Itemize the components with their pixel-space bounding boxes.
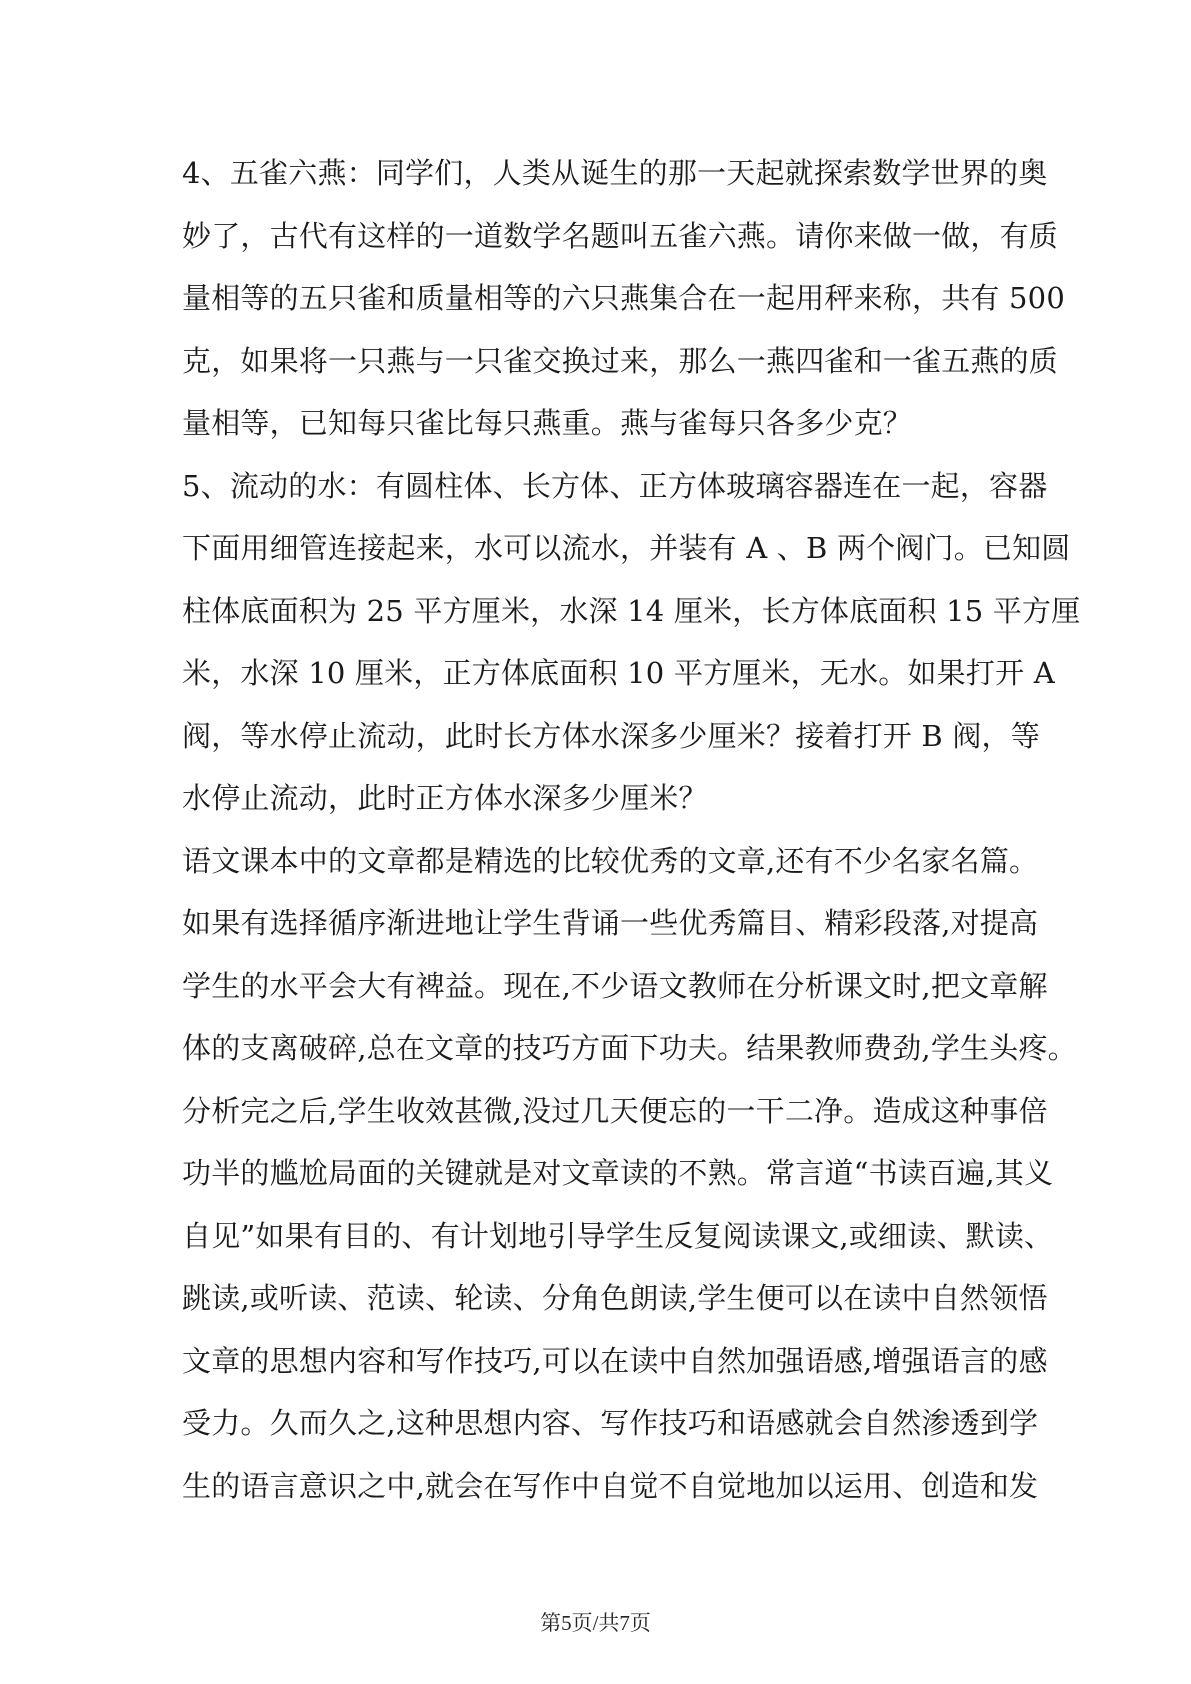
text-line: 5、流动的水：有圆柱体、长方体、正方体玻璃容器连在一起，容器 bbox=[182, 468, 1048, 503]
text-line: 阀，等水停止流动，此时长方体水深多少厘米？接着打开 B 阀，等 bbox=[182, 718, 1040, 753]
text-line: 下面用细管连接起来，水可以流水，并装有 A 、B 两个阀门。已知圆 bbox=[182, 531, 1071, 565]
text-line: 柱体底面积为 25 平方厘米，水深 14 厘米，长方体底面积 15 平方厘 bbox=[182, 593, 1081, 628]
text-line: 如果有选择循序渐进地让学生背诵一些优秀篇目、精彩段落,对提高 bbox=[182, 906, 1039, 940]
text-line: 体的支离破碎,总在文章的技巧方面下功夫。结果教师费劲,学生头疼。 bbox=[182, 1031, 1077, 1065]
text-line: 文章的思想内容和写作技巧,可以在读中自然加强语感,增强语言的感 bbox=[182, 1343, 1048, 1378]
text-line: 跳读,或听读、范读、轮读、分角色朗读,学生便可以在读中自然领悟 bbox=[182, 1281, 1048, 1315]
text-line: 米，水深 10 厘米，正方体底面积 10 平方厘米，无水。如果打开 A bbox=[182, 656, 1055, 690]
text-line: 受力。久而久之,这种思想内容、写作技巧和语感就会自然渗透到学 bbox=[182, 1406, 1039, 1440]
text-line: 功半的尴尬局面的关键就是对文章读的不熟。常言道“书读百遍,其义 bbox=[182, 1156, 1054, 1190]
text-line: 克，如果将一只燕与一只雀交换过来，那么一燕四雀和一雀五燕的质 bbox=[182, 343, 1059, 378]
text-line: 妙了，古代有这样的一道数学名题叫五雀六燕。请你来做一做，有质 bbox=[182, 218, 1059, 253]
text-line: 分析完之后,学生收效甚微,没过几天便忘的一干二净。造成这种事倍 bbox=[182, 1093, 1048, 1128]
page-number-footer: 第5页/共7页 bbox=[540, 1611, 651, 1635]
text-line: 生的语言意识之中,就会在写作中自觉不自觉地加以运用、创造和发 bbox=[182, 1468, 1039, 1503]
text-line: 量相等的五只雀和质量相等的六只燕集合在一起用秤来称，共有 500 bbox=[182, 281, 1065, 315]
text-line: 量相等，已知每只雀比每只燕重。燕与雀每只各多少克？ bbox=[182, 406, 913, 440]
text-line: 学生的水平会大有裨益。现在,不少语文教师在分析课文时,把文章解 bbox=[182, 968, 1048, 1003]
text-line: 语文课本中的文章都是精选的比较优秀的文章,还有不少名家名篇。 bbox=[182, 843, 1039, 878]
page-body bbox=[182, 142, 1081, 1517]
text-line: 4、五雀六燕：同学们，人类从诞生的那一天起就探索数学世界的奥 bbox=[182, 156, 1048, 190]
text-line: 自见”如果有目的、有计划地引导学生反复阅读课文,或细读、默读、 bbox=[182, 1218, 1054, 1253]
text-line: 水停止流动，此时正方体水深多少厘米？ bbox=[182, 781, 708, 815]
